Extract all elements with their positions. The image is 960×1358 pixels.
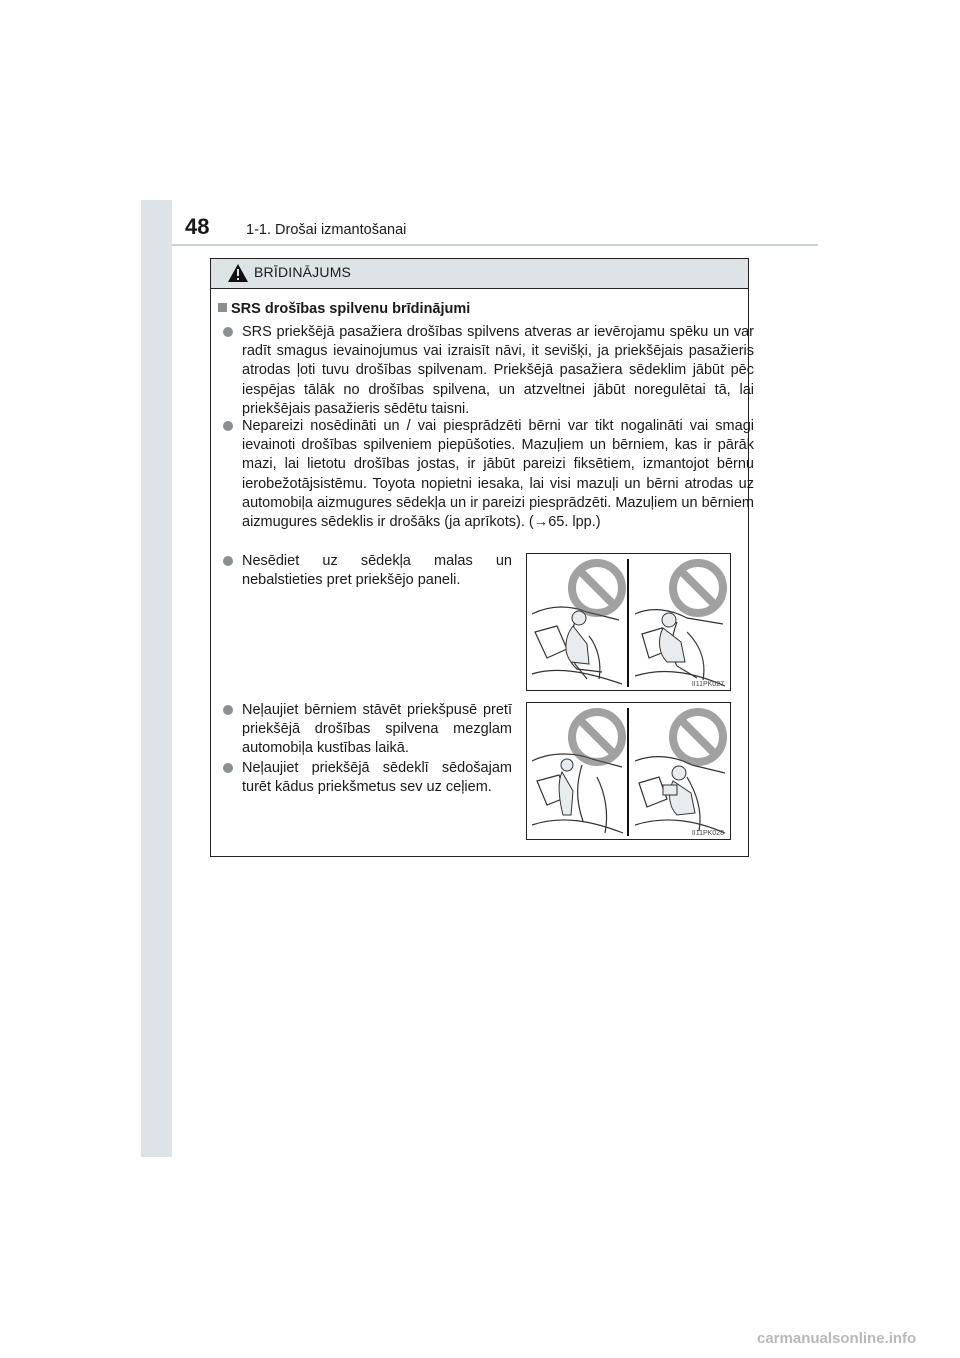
bullet-text: Neļaujiet priekšējā sēdeklī sēdošajam turēt kādus priekšmetus sev uz ceļiem. [242, 760, 512, 796]
header-rule [172, 244, 818, 246]
bullet-dot-icon [223, 556, 233, 566]
section-title: 1-1. Drošai izmantošanai [246, 222, 407, 238]
illustration-drawing [527, 703, 730, 839]
subheading: SRS drošības spilvenu brīdinājumi [218, 301, 470, 317]
warning-box-title: BRĪDINĀJUMS [254, 264, 352, 280]
illustration-sitting-on-seat-edge [526, 553, 731, 691]
side-margin-strip [141, 200, 172, 1157]
bullet-text: Nesēdiet uz sēdekļa malas un nebalstieties pret priekšējo paneli. [242, 553, 512, 589]
bullet-text: Nepareizi nosēdināti un / vai piesprādzēti bērni var tikt nogalināti vai smagi ievainoti drošības spilveniem piepūšoties. Mazuļiem un bērniem, kas ir pārāk mazi, lai lietotu drošības jostas, ir jābūt pareizi fiksētiem, izmantojot bērnu ierobežotājsistēmu. Toyota nopietni iesaka, lai visi mazuļi un bērni atrodas uz automobiļa aizmugures sēdekļa un ir pareizi piesprādzēti. Mazuļiem un bērniem aizmugures sēdeklis ir drošāks (ja aprīkots). (→65. lpp.) [242, 418, 754, 531]
bullet-text: Neļaujiet bērniem stāvēt priekšpusē pretī priekšējā drošības spilvena mezglam automobiļa kustības laikā. [242, 702, 512, 757]
bullet-text: SRS priekšējā pasažiera drošības spilvens atveras ar ievērojamu spēku un var radīt smagus ievainojumus vai izraisīt nāvi, it sevišķi, ja priekšējais pasažieris atrodas ļoti tuvu drošības spilvenam. Priekšējā pasažiera sēdeklim jābūt pēc iespējas tālāk no drošības spilvena, un atzveltnei jābūt noregulētai tā, lai priekšējais pasažieris sēdētu taisni. [242, 324, 754, 417]
warning-box [210, 258, 754, 857]
illustration-drawing [527, 554, 730, 690]
warning-box-header [211, 259, 748, 289]
warning-triangle-icon [227, 263, 249, 283]
bullet-dot-icon [223, 327, 233, 337]
bullet-dot-icon [223, 421, 233, 431]
illustration-standing-child [526, 702, 731, 840]
figure-code: II11PK028 [691, 830, 724, 837]
figure-code: II11PK027 [691, 681, 724, 688]
square-bullet-icon [218, 303, 227, 312]
footer-watermark: carmanualsonline.info [757, 1330, 917, 1347]
bullet-dot-icon [223, 763, 233, 773]
page-number: 48 [185, 214, 210, 239]
bullet-dot-icon [223, 705, 233, 715]
